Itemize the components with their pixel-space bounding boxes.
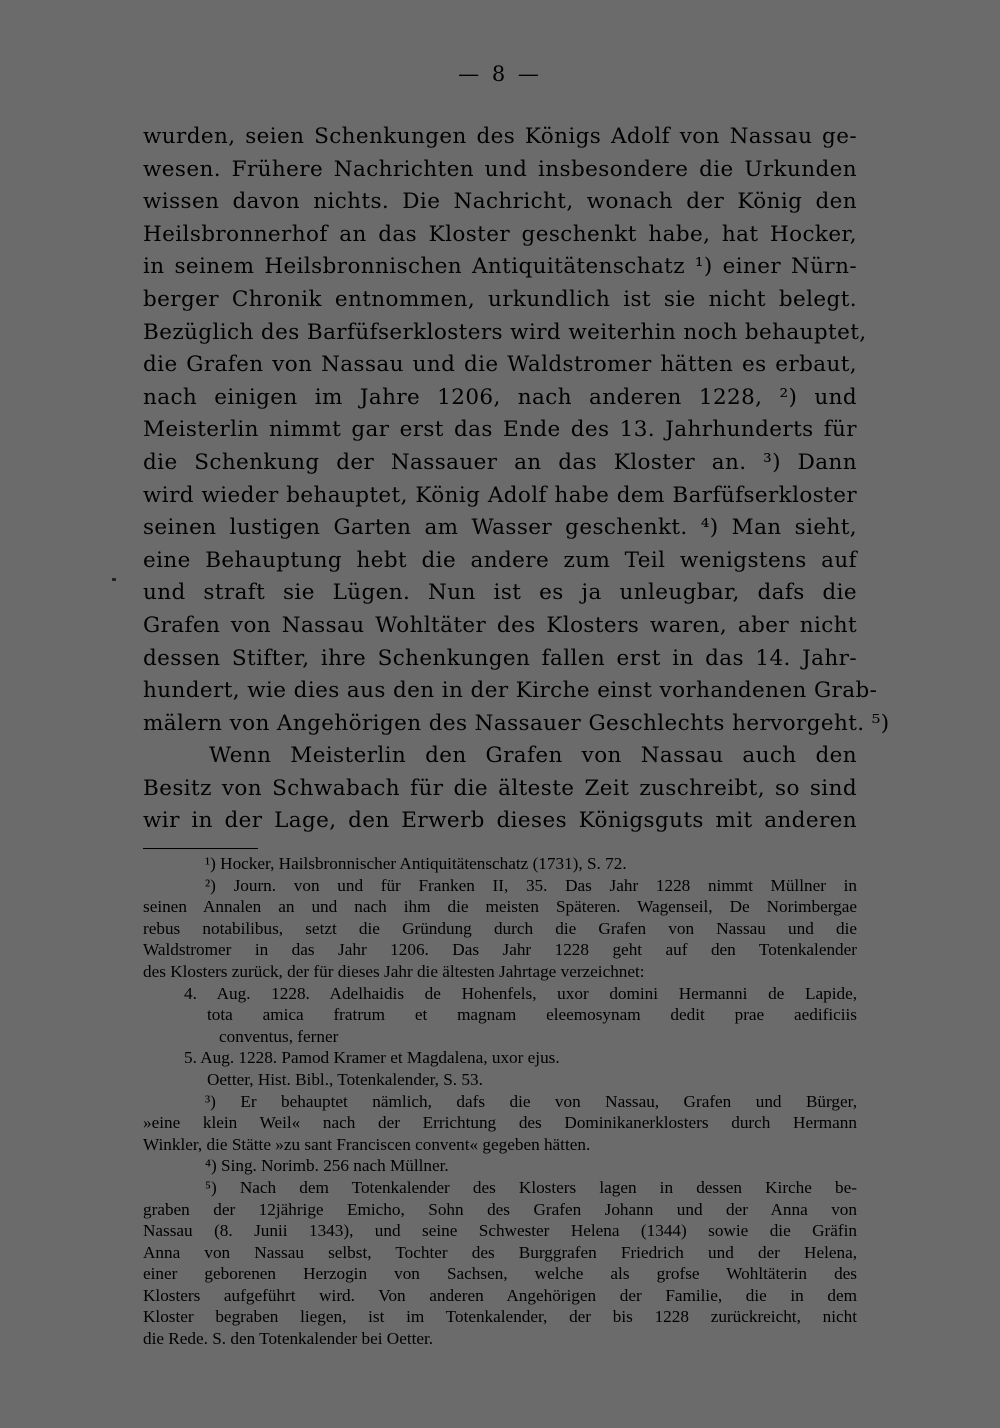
footnote-line: tota amica fratrum et magnam eleemosynam dedit prae aedificiis: [207, 1005, 857, 1025]
footnote-line: einer geborenen Herzogin von Sachsen, welche als grofse Wohltäterin des: [143, 1264, 857, 1284]
body-line: eine Behauptung hebt die andere zum Teil wenigstens auf: [143, 547, 857, 573]
body-line: wird wieder behauptet, König Adolf habe dem Barfüfserkloster: [143, 482, 857, 508]
footnote-line: 5. Aug. 1228. Pamod Kramer et Magdalena, uxor ejus.: [184, 1048, 560, 1068]
body-line: die Grafen von Nassau und die Waldstromer hätten es erbaut,: [143, 352, 857, 378]
footnote-line: ⁴) Sing. Norimb. 256 nach Müllner.: [205, 1156, 449, 1176]
main-text: [143, 121, 890, 838]
body-line: in seinem Heilsbronnischen Antiquitätenschatz ¹) einer Nürn-: [143, 254, 857, 280]
body-line: und straft sie Lügen. Nun ist es ja unleugbar, dafs die: [143, 580, 857, 606]
body-line: Besitz von Schwabach für die älteste Zeit zuschreibt, so sind: [143, 775, 857, 801]
page-number: — 8 —: [458, 62, 542, 86]
body-line: Bezüglich des Barfüfserklosters wird weiterhin noch behauptet,: [143, 319, 867, 345]
footnote-line: graben der 12jährige Emicho, Sohn des Grafen Johann und der Anna von: [143, 1199, 857, 1219]
footnote-line: die Rede. S. den Totenkalender bei Oetter.: [143, 1329, 434, 1349]
body-line: Grafen von Nassau Wohltäter des Klosters waren, aber nicht: [143, 612, 857, 638]
footnote-line: rebus notabilibus, setzt die Gründung durch die Grafen von Nassau und die: [143, 918, 857, 938]
body-line: wissen davon nichts. Die Nachricht, wonach der König den: [143, 189, 857, 215]
body-line: die Schenkung der Nassauer an das Kloster an. ³) Dann: [143, 449, 857, 475]
footnote-line: ²) Journ. von und für Franken II, 35. Das Jahr 1228 nimmt Müllner in: [205, 875, 857, 895]
footnote-line: ¹) Hocker, Hailsbronnischer Antiquitätenschatz (1731), S. 72.: [205, 854, 627, 873]
body-line: Meisterlin nimmt gar erst das Ende des 13. Jahrhunderts für: [143, 417, 857, 443]
footnote-line: Kloster begraben liegen, ist im Totenkalender, der bis 1228 zurückreicht, nicht: [143, 1307, 857, 1327]
body-line: seinen lustigen Garten am Wasser geschenkt. ⁴) Man sieht,: [143, 515, 857, 541]
body-line: mälern von Angehörigen des Nassauer Geschlechts hervorgeht. ⁵): [143, 710, 890, 736]
body-line: wir in der Lage, den Erwerb dieses Königsguts mit anderen: [143, 808, 857, 834]
footnote-line: ⁵) Nach dem Totenkalender des Klosters lagen in dessen Kirche be-: [205, 1177, 857, 1197]
footnotes: [143, 853, 857, 1350]
footnote-line: Oetter, Hist. Bibl., Totenkalender, S. 53.: [207, 1069, 483, 1089]
footnote-line: Klosters aufgeführt wird. Von anderen Angehörigen der Familie, die in dem: [143, 1285, 857, 1305]
body-line: berger Chronik entnommen, urkundlich ist sie nicht belegt.: [143, 286, 857, 312]
footnote-line: Anna von Nassau selbst, Tochter des Burggrafen Friedrich und der Helena,: [143, 1242, 857, 1262]
footnote-line: Winkler, die Stätte »zu sant Franciscen convent« gegeben hätten.: [143, 1134, 591, 1154]
footnote-rule: [143, 848, 258, 849]
body-line: wesen. Frühere Nachrichten und insbesondere die Urkunden: [143, 156, 857, 182]
footnote-line: Nassau (8. Junii 1343), und seine Schwester Helena (1344) sowie die Gräfin: [143, 1221, 857, 1241]
margin-mark: [112, 578, 116, 581]
body-line: Heilsbronnerhof an das Kloster geschenkt habe, hat Hocker,: [143, 221, 857, 247]
body-line: dessen Stifter, ihre Schenkungen fallen erst in das 14. Jahr-: [143, 645, 857, 671]
footnote-line: »eine klein Weil« nach der Errichtung des Dominikanerklosters durch Hermann: [143, 1113, 857, 1133]
footnote-line: ³) Er behauptet nämlich, dafs die von Nassau, Grafen und Bürger,: [205, 1091, 857, 1111]
footnote-line: seinen Annalen an und nach ihm die meisten Späteren. Wagenseil, De Norimbergae: [143, 897, 857, 917]
footnote-line: des Klosters zurück, der für dieses Jahr die ältesten Jahrtage verzeichnet:: [143, 961, 645, 981]
body-line: hundert, wie dies aus den in der Kirche einst vorhandenen Grab-: [143, 678, 878, 704]
body-line: wurden, seien Schenkungen des Königs Adolf von Nassau ge-: [143, 124, 857, 149]
footnote-line: 4. Aug. 1228. Adelhaidis de Hohenfels, uxor domini Hermanni de Lapide,: [184, 983, 857, 1003]
body-line: Wenn Meisterlin den Grafen von Nassau auch den: [209, 743, 857, 769]
footnote-line: Waldstromer in das Jahr 1206. Das Jahr 1228 geht auf den Totenkalender: [143, 940, 857, 960]
body-line: nach einigen im Jahre 1206, nach anderen 1228, ²) und: [143, 384, 857, 410]
footnote-line: conventus, ferner: [219, 1026, 339, 1046]
